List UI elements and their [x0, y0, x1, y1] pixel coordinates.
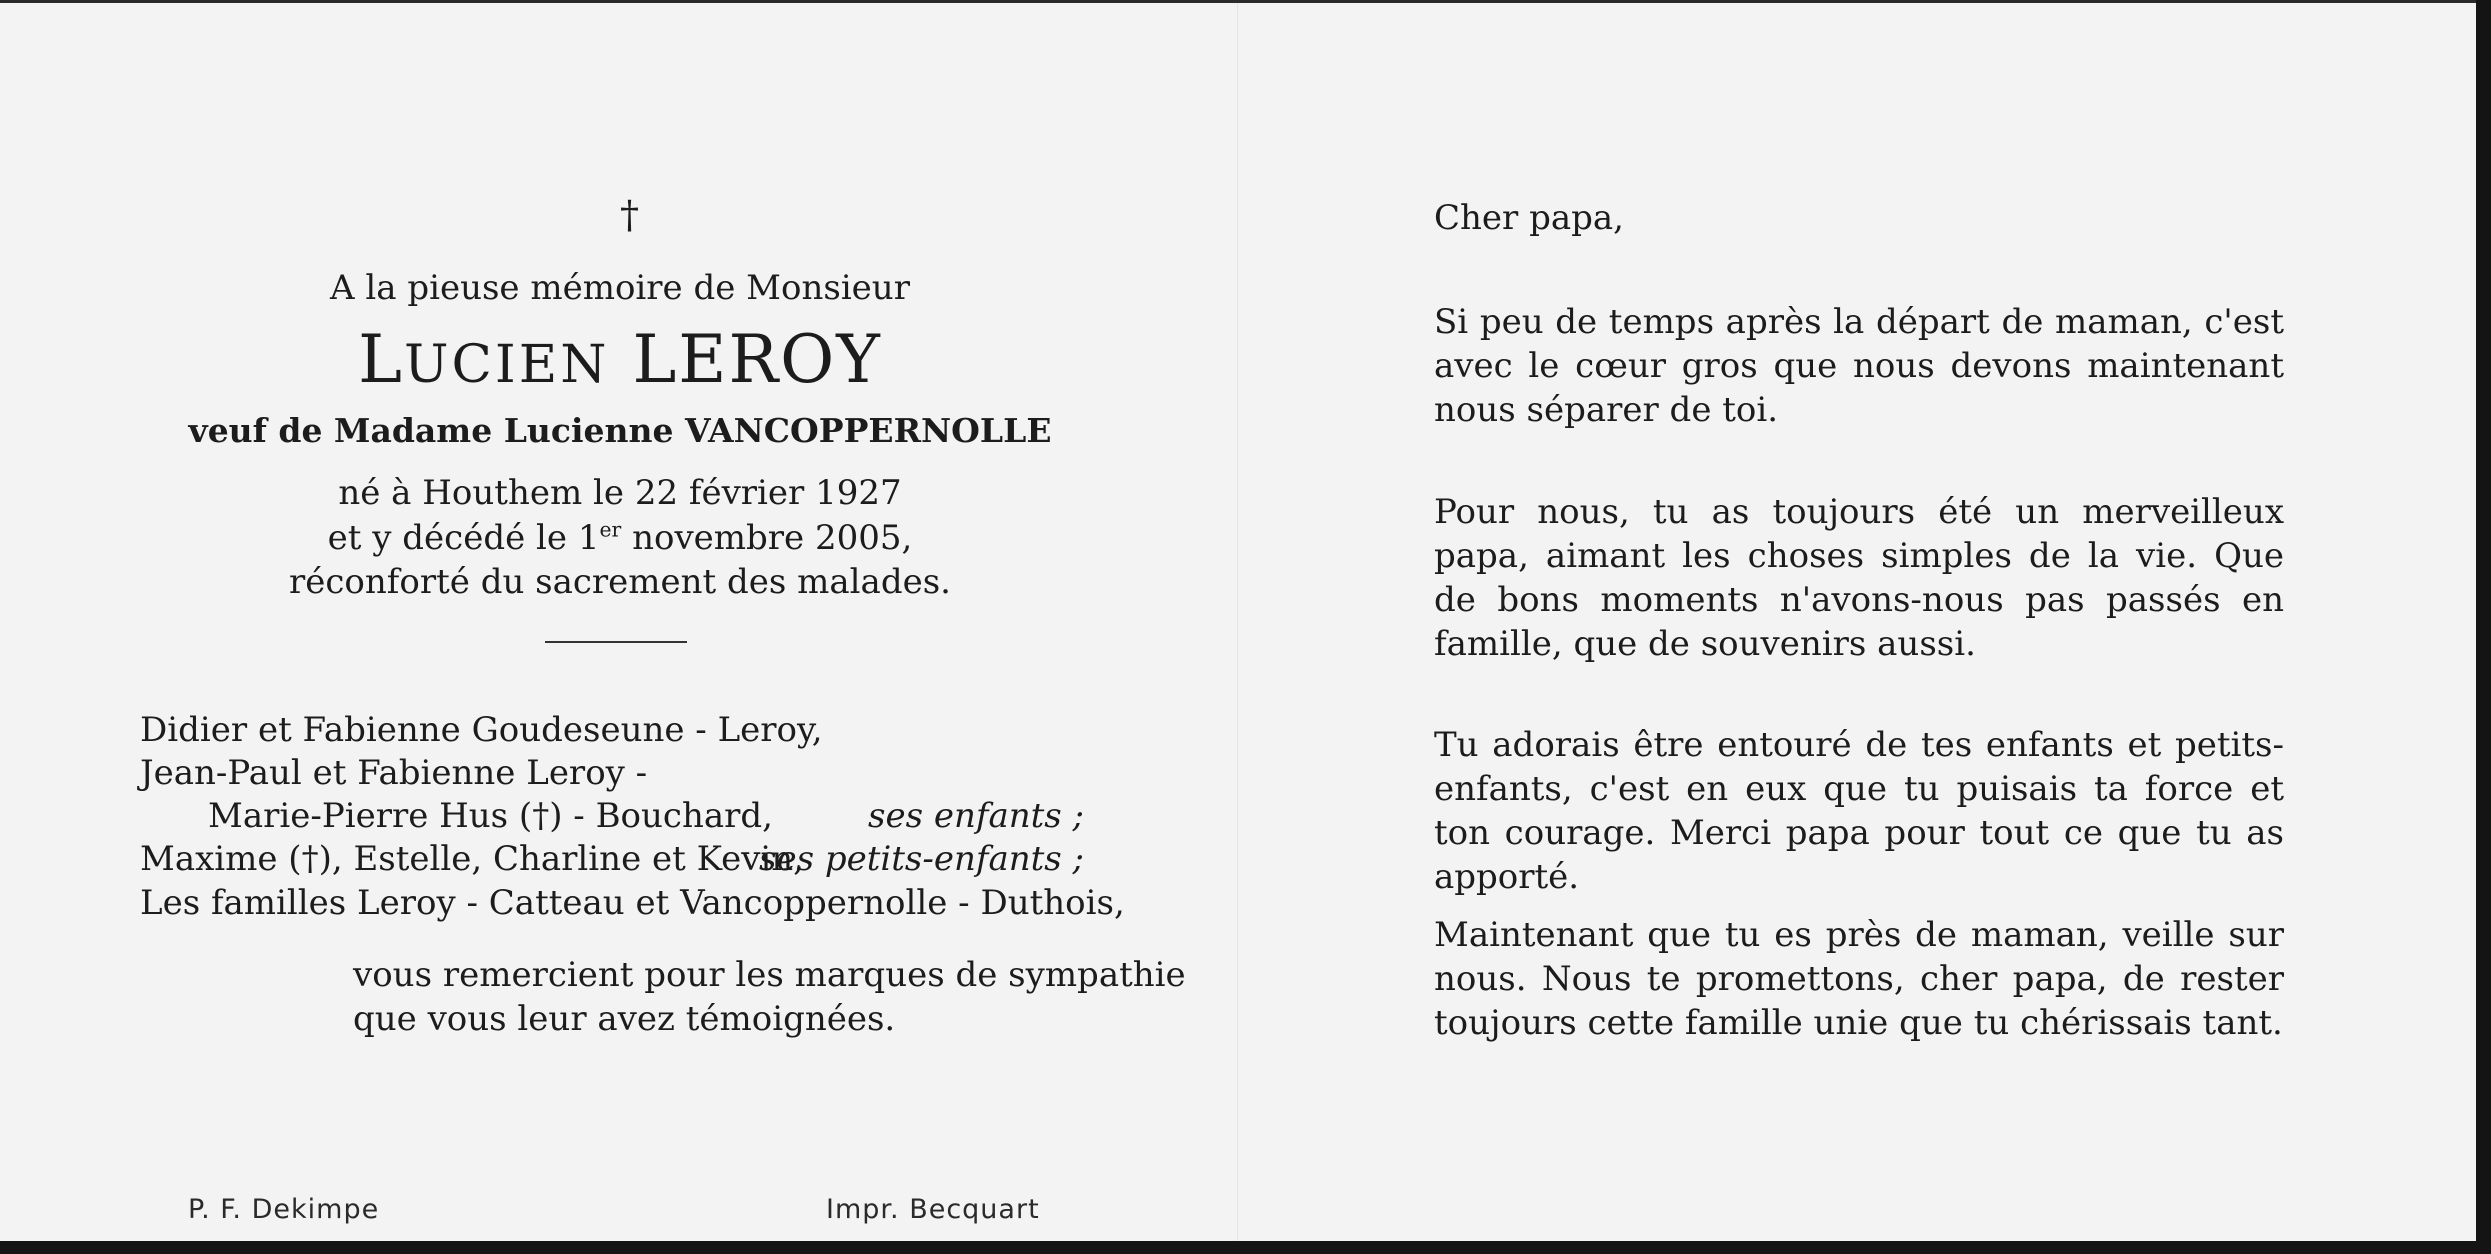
children-label: ses enfants ; — [868, 796, 1084, 836]
sacrament-line: réconforté du sacrement des malades. — [289, 562, 951, 602]
family-line-1: Didier et Fabienne Goudeseune - Leroy, — [140, 710, 823, 750]
deceased-name — [0, 321, 1240, 398]
death-line — [0, 518, 1240, 558]
letter-paragraph: Tu adorais être entouré de tes enfants et petits-enfants, c'est en eux que tu puisais ta force et ton courage. Merci papa pour tout ce que tu as apporté. — [1434, 725, 2284, 897]
letter-paragraph: Maintenant que tu es près de maman, veille sur nous. Nous te promettons, cher papa, de rester toujours cette famille unie que tu chérissais tant. — [1434, 915, 2284, 1043]
birth-line: né à Houthem le 22 février 1927 — [338, 473, 902, 513]
deceased-first-name: LUCIEN — [358, 321, 610, 398]
widow-of-line: veuf de Madame Lucienne VANCOPPERNOLLE — [188, 411, 1052, 450]
cross-icon: † — [620, 193, 639, 237]
family-line-5: Les familles Leroy - Catteau et Vancoppernolle - Duthois, — [140, 883, 1125, 923]
thanks-line-1: vous remercient pour les marques de sympathie — [353, 955, 1186, 995]
death-ordinal: er — [599, 517, 622, 542]
memorial-intro: A la pieuse mémoire de Monsieur — [330, 268, 910, 308]
divider — [545, 641, 687, 643]
thanks-line-2: que vous leur avez témoignées. — [353, 999, 896, 1039]
death-prefix: et y décédé le 1 — [327, 518, 600, 558]
grandchildren-label: ses petits-enfants ; — [759, 839, 1084, 879]
funeral-director-credit: P. F. Dekimpe — [188, 1194, 380, 1225]
letter-greeting: Cher papa, — [1434, 198, 1624, 238]
deceased-last-name: LEROY — [632, 321, 882, 398]
family-line-2: Jean-Paul et Fabienne Leroy - — [140, 753, 648, 793]
death-suffix: novembre 2005, — [621, 518, 913, 558]
letter-paragraph: Si peu de temps après la départ de maman, c'est avec le cœur gros que nous devons maintenant nous séparer de toi. — [1434, 302, 2284, 430]
family-line-3: Marie-Pierre Hus (†) - Bouchard, — [208, 796, 773, 836]
printer-credit: Impr. Becquart — [826, 1194, 1040, 1225]
letter-paragraph: Pour nous, tu as toujours été un merveilleux papa, aimant les choses simples de la vie. Que de bons moments n'avons-nous pas passés en famille, que de souvenirs aussi. — [1434, 492, 2284, 664]
family-line-4: Maxime (†), Estelle, Charline et Kevin, — [140, 839, 804, 879]
